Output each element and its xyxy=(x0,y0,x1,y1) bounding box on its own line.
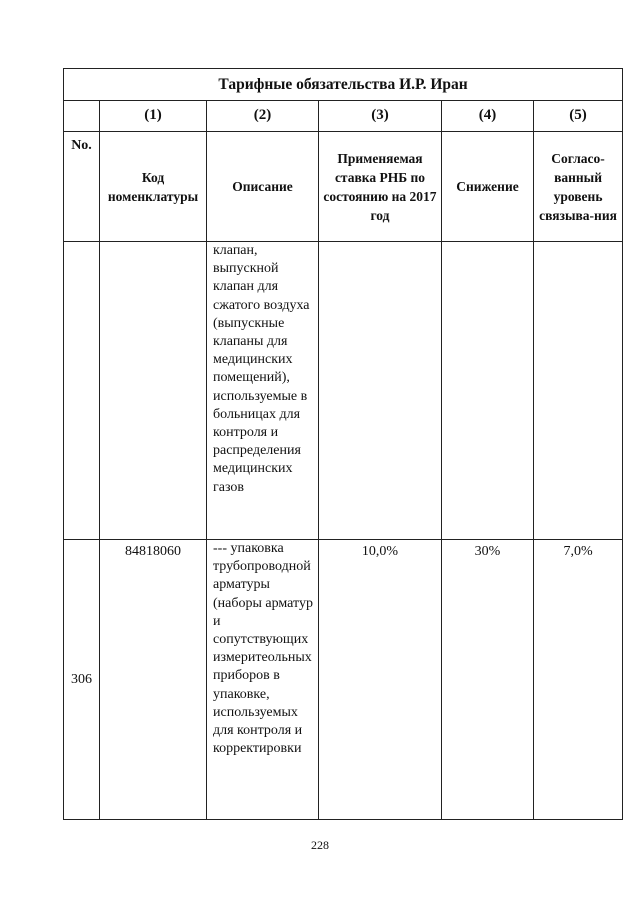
header-reduction: Снижение xyxy=(442,132,534,242)
row-rate xyxy=(319,242,442,540)
header-bound-level: Согласо-ванный уровень связыва-ния xyxy=(534,132,623,242)
header-row xyxy=(64,132,623,242)
header-applied-rate: Применяемая ставка РНБ по состоянию на 2017 год xyxy=(319,132,442,242)
header-description: Описание xyxy=(207,132,319,242)
column-number-2: (2) xyxy=(207,101,319,132)
row-code xyxy=(100,242,207,540)
row-description: клапан, выпускной клапан для сжатого воздуха (выпускные клапаны для медицинских помещений), используемые в больницах для контроля и распределения медицинских газов xyxy=(207,242,319,540)
header-code: Код номенклатуры xyxy=(100,132,207,242)
row-description: --- упаковка трубопроводной арматуры (наборы арматур и сопутствующих измеритеольных приборов в упаковке, используемых для контроля и корректировки xyxy=(207,540,319,820)
table-title: Тарифные обязательства И.Р. Иран xyxy=(64,69,623,101)
column-number-1: (1) xyxy=(100,101,207,132)
row-bound: 7,0% xyxy=(534,540,623,820)
column-number-3: (3) xyxy=(319,101,442,132)
column-number-blank xyxy=(64,101,100,132)
row-code: 84818060 xyxy=(100,540,207,820)
row-reduction xyxy=(442,242,534,540)
tariff-table xyxy=(63,68,623,820)
row-bound xyxy=(534,242,623,540)
row-rate: 10,0% xyxy=(319,540,442,820)
header-no: No. xyxy=(64,132,100,242)
page-number: 228 xyxy=(311,838,329,852)
table-row xyxy=(64,242,623,540)
row-no: 306 xyxy=(64,540,100,820)
title-row xyxy=(64,69,623,101)
row-no xyxy=(64,242,100,540)
column-number-4: (4) xyxy=(442,101,534,132)
column-number-row xyxy=(64,101,623,132)
row-reduction: 30% xyxy=(442,540,534,820)
column-number-5: (5) xyxy=(534,101,623,132)
table-row xyxy=(64,540,623,820)
